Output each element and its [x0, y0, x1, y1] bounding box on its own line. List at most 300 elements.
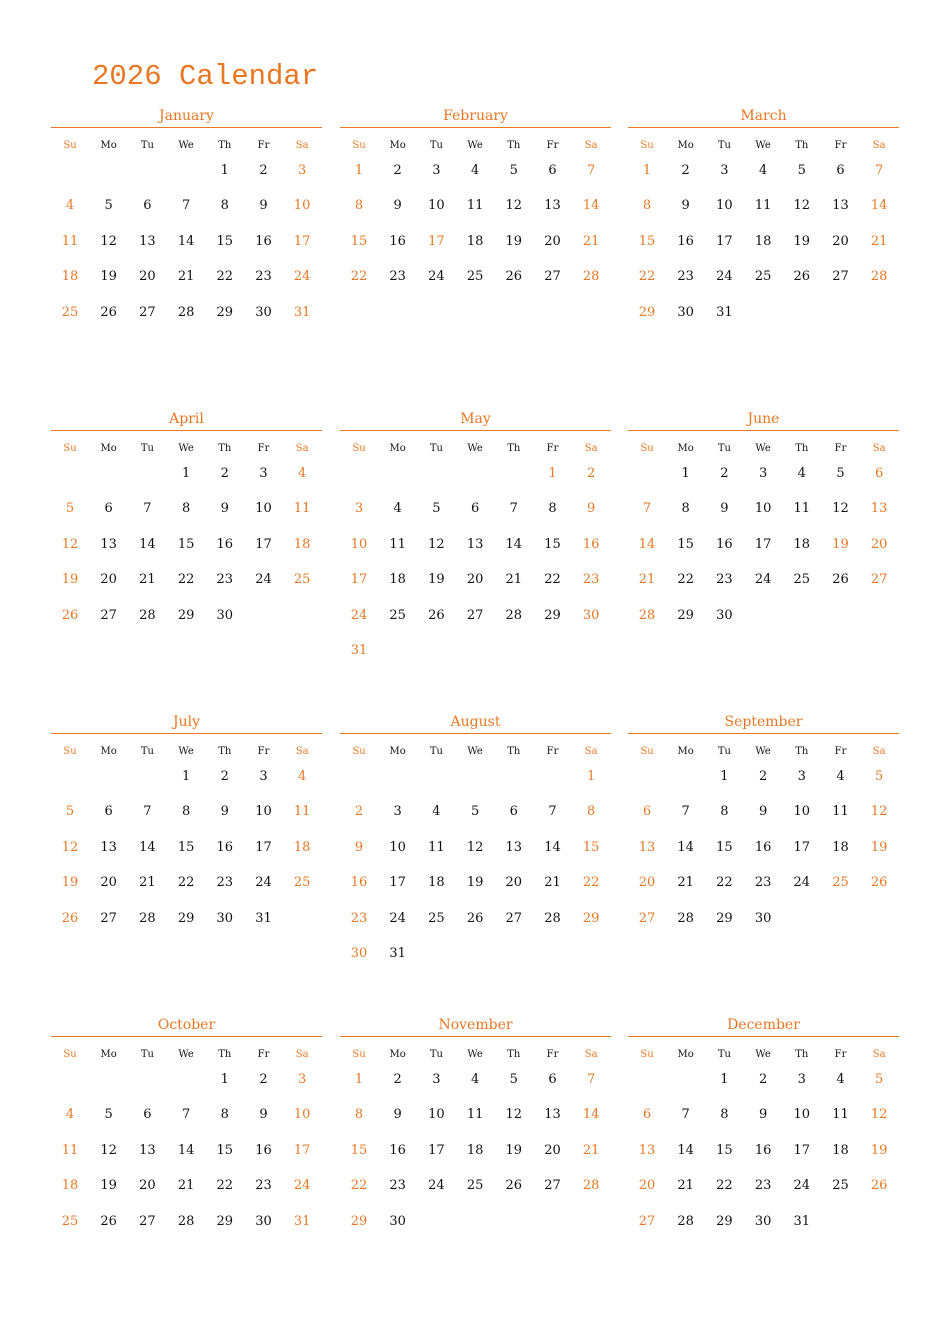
- day-cell: 23: [677, 269, 694, 285]
- day-cell: 17: [350, 572, 368, 588]
- day-cell: 3: [797, 769, 806, 784]
- day-cell: 19: [870, 1142, 888, 1158]
- day-cell: 12: [832, 501, 849, 517]
- day-cell: 12: [100, 233, 117, 249]
- day-cell: 22: [716, 875, 733, 891]
- month-march: [628, 105, 899, 320]
- day-cell: 17: [293, 1142, 311, 1158]
- day-cell: 29: [582, 910, 600, 926]
- day-cell: 24: [793, 1178, 811, 1194]
- day-cell: 25: [293, 572, 311, 588]
- day-cell: 3: [432, 1072, 441, 1087]
- day-cell: 2: [393, 1072, 402, 1087]
- day-cell: 27: [466, 607, 484, 623]
- day-cell: 4: [65, 198, 75, 214]
- day-cell: 10: [293, 198, 311, 214]
- day-cell: 5: [65, 501, 75, 517]
- day-cell: 11: [466, 198, 484, 214]
- weekday-label: We: [755, 1049, 771, 1060]
- day-cell: 6: [548, 163, 557, 178]
- weekday-label: Fr: [834, 443, 847, 454]
- day-cell: 13: [139, 233, 156, 249]
- day-cell: 21: [870, 233, 888, 249]
- day-cell: 1: [181, 466, 191, 481]
- day-cell: 19: [832, 536, 849, 552]
- day-cell: 5: [104, 198, 113, 214]
- weekday-header: [51, 431, 322, 465]
- day-cell: 28: [544, 910, 561, 926]
- weekday-label: Th: [218, 443, 232, 454]
- day-cell: 25: [428, 910, 445, 926]
- weekday-label: Mo: [100, 140, 117, 151]
- month-may: [340, 408, 611, 658]
- weekday-label: Tu: [717, 746, 731, 757]
- day-cell: 27: [832, 269, 849, 285]
- weekday-header: [340, 1037, 611, 1071]
- day-cell: 15: [638, 233, 656, 249]
- day-cell: 8: [720, 1107, 729, 1123]
- weekday-label: Su: [640, 443, 654, 454]
- weekday-label: Su: [352, 443, 366, 454]
- day-cell: 10: [716, 198, 733, 214]
- day-cell: 1: [642, 163, 652, 178]
- weekday-label: We: [467, 443, 483, 454]
- day-cell: 19: [870, 839, 888, 855]
- day-cell: 6: [143, 1107, 152, 1123]
- day-cell: 30: [677, 304, 694, 320]
- day-cell: 23: [389, 1178, 406, 1194]
- day-cell: 18: [466, 233, 484, 249]
- day-cell: 24: [293, 1178, 311, 1194]
- day-cell: 4: [470, 163, 480, 178]
- weekday-label: Su: [640, 746, 654, 757]
- day-cell: 24: [293, 269, 311, 285]
- weekday-label: Sa: [872, 443, 886, 454]
- day-cell: 17: [389, 875, 406, 891]
- day-cell: 24: [754, 572, 772, 588]
- day-cell: 1: [720, 769, 729, 784]
- day-cell: 11: [293, 501, 311, 517]
- day-cell: 6: [104, 804, 113, 820]
- weekday-label: Fr: [257, 1049, 270, 1060]
- day-cell: 10: [293, 1107, 311, 1123]
- weekday-label: Tu: [429, 443, 443, 454]
- day-cell: 21: [177, 269, 195, 285]
- day-cell: 14: [677, 839, 694, 855]
- day-cell: 9: [220, 804, 229, 820]
- day-cell: 28: [139, 910, 156, 926]
- day-cell: 7: [587, 163, 596, 178]
- day-cell: 2: [681, 163, 690, 178]
- day-cell: 9: [354, 839, 364, 855]
- day-cell: 25: [293, 875, 311, 891]
- day-cell: 8: [587, 804, 596, 820]
- day-cell: 5: [104, 1107, 113, 1123]
- weekday-header: [340, 431, 611, 465]
- day-cell: 30: [255, 1213, 272, 1229]
- day-cell: 20: [544, 233, 561, 249]
- day-cell: 15: [716, 839, 733, 855]
- day-cell: 18: [428, 875, 445, 891]
- weekday-header: [628, 431, 899, 465]
- weekday-label: Th: [218, 746, 232, 757]
- day-cell: 30: [716, 607, 733, 623]
- weekday-label: Sa: [584, 140, 598, 151]
- day-cell: 1: [354, 163, 364, 178]
- day-cell: 21: [677, 875, 694, 891]
- day-cell: 31: [293, 1213, 311, 1229]
- day-cell: 2: [587, 466, 596, 481]
- weekday-label: Su: [352, 140, 366, 151]
- day-cell: 3: [354, 501, 364, 517]
- day-cell: 9: [393, 198, 402, 214]
- day-cell: 26: [61, 910, 79, 926]
- day-cell: 1: [681, 466, 690, 481]
- weekday-label: We: [755, 140, 771, 151]
- day-cell: 27: [139, 1213, 156, 1229]
- day-cell: 23: [350, 910, 368, 926]
- day-cell: 7: [681, 1107, 690, 1123]
- day-cell: 24: [255, 875, 272, 891]
- day-cell: 16: [350, 875, 368, 891]
- day-cell: 12: [61, 536, 79, 552]
- day-cell: 5: [509, 1072, 518, 1087]
- day-cell: 16: [754, 1142, 772, 1158]
- day-cell: 21: [177, 1178, 195, 1194]
- day-cell: 8: [220, 198, 229, 214]
- day-cell: 20: [466, 572, 484, 588]
- day-cell: 31: [389, 946, 406, 961]
- day-cell: 17: [255, 536, 272, 552]
- day-cell: 29: [716, 910, 733, 926]
- month-name: July: [172, 714, 200, 730]
- day-cell: 4: [65, 1107, 75, 1123]
- day-cell: 29: [177, 910, 195, 926]
- day-cell: 20: [638, 1178, 656, 1194]
- weekday-label: We: [178, 746, 194, 757]
- weekday-label: Sa: [872, 140, 886, 151]
- day-cell: 28: [139, 607, 156, 623]
- day-cell: 19: [505, 1142, 523, 1158]
- weekday-label: Th: [795, 443, 809, 454]
- day-cell: 22: [677, 572, 694, 588]
- day-cell: 22: [216, 269, 234, 285]
- weekday-label: Tu: [717, 443, 731, 454]
- weekday-header: [340, 128, 611, 162]
- day-cell: 12: [793, 198, 811, 214]
- month-name: April: [169, 411, 204, 427]
- day-cell: 20: [139, 269, 156, 285]
- day-cell: 21: [582, 233, 600, 249]
- day-cell: 14: [505, 536, 523, 552]
- day-cell: 19: [505, 233, 523, 249]
- day-cell: 5: [875, 769, 884, 784]
- day-cell: 14: [139, 536, 156, 552]
- day-cell: 30: [754, 1213, 772, 1229]
- day-cell: 22: [350, 269, 368, 285]
- day-cell: 26: [100, 304, 117, 320]
- day-cell: 2: [758, 769, 768, 784]
- day-cell: 23: [216, 875, 234, 891]
- day-cell: 12: [61, 839, 79, 855]
- day-cell: 6: [470, 501, 480, 517]
- day-cell: 30: [216, 910, 234, 926]
- day-cell: 2: [220, 466, 229, 481]
- weekday-label: Su: [63, 1049, 77, 1060]
- weekday-label: Fr: [546, 140, 559, 151]
- day-cell: 30: [350, 946, 368, 961]
- day-cell: 29: [544, 607, 561, 623]
- weekday-label: Sa: [295, 746, 309, 757]
- day-cell: 10: [389, 839, 406, 855]
- day-cell: 8: [354, 198, 364, 214]
- day-cell: 5: [432, 501, 441, 517]
- day-cell: 13: [139, 1142, 156, 1158]
- weekday-label: Sa: [584, 443, 598, 454]
- day-cell: 19: [793, 233, 811, 249]
- day-cell: 29: [716, 1213, 733, 1229]
- day-cell: 1: [220, 1072, 229, 1087]
- day-cell: 19: [61, 572, 79, 588]
- day-cell: 16: [216, 536, 234, 552]
- weekday-label: Mo: [100, 746, 117, 757]
- weekday-header: [628, 734, 899, 768]
- day-cell: 15: [677, 536, 694, 552]
- day-cell: 8: [681, 501, 690, 517]
- day-cell: 4: [758, 163, 768, 178]
- weekday-label: We: [178, 140, 194, 151]
- day-cell: 27: [139, 304, 156, 320]
- day-cell: 11: [466, 1107, 484, 1123]
- weekday-label: Tu: [429, 1049, 443, 1060]
- day-cell: 1: [354, 1072, 364, 1087]
- day-cell: 2: [758, 1072, 768, 1087]
- weekday-label: Tu: [140, 746, 154, 757]
- day-cell: 23: [389, 269, 406, 285]
- day-cell: 11: [754, 198, 772, 214]
- day-cell: 26: [793, 269, 811, 285]
- day-cell: 23: [582, 572, 600, 588]
- day-cell: 13: [870, 501, 888, 517]
- day-cell: 19: [428, 572, 445, 588]
- weekday-label: Th: [507, 443, 521, 454]
- day-cell: 3: [432, 163, 441, 178]
- day-cell: 23: [255, 1178, 272, 1194]
- day-cell: 14: [544, 839, 561, 855]
- day-cell: 7: [143, 804, 152, 820]
- day-cell: 7: [642, 501, 652, 517]
- day-cell: 25: [793, 572, 811, 588]
- day-cell: 25: [389, 607, 406, 623]
- day-cell: 1: [587, 769, 596, 784]
- day-cell: 16: [754, 839, 772, 855]
- weekday-label: Sa: [295, 443, 309, 454]
- day-cell: 11: [793, 501, 811, 517]
- day-cell: 9: [720, 501, 729, 517]
- day-cell: 15: [216, 1142, 234, 1158]
- day-cell: 6: [642, 1107, 652, 1123]
- day-cell: 29: [677, 607, 694, 623]
- day-cell: 3: [259, 769, 268, 784]
- weekday-label: Su: [352, 746, 366, 757]
- day-cell: 10: [350, 536, 368, 552]
- weekday-label: Tu: [717, 140, 731, 151]
- day-cell: 26: [505, 1178, 523, 1194]
- weekday-label: We: [178, 443, 194, 454]
- weekday-header: [51, 128, 322, 162]
- day-cell: 2: [393, 163, 402, 178]
- day-cell: 24: [793, 875, 811, 891]
- weekday-label: Th: [795, 1049, 809, 1060]
- day-cell: 31: [793, 1213, 811, 1229]
- weekday-label: Mo: [677, 140, 694, 151]
- day-cell: 25: [754, 269, 772, 285]
- weekday-label: Tu: [429, 140, 443, 151]
- day-cell: 25: [466, 269, 484, 285]
- day-cell: 21: [139, 875, 156, 891]
- weekday-label: Fr: [546, 1049, 559, 1060]
- day-cell: 28: [582, 269, 600, 285]
- day-cell: 10: [428, 198, 445, 214]
- weekday-label: Th: [218, 140, 232, 151]
- weekday-label: Sa: [872, 1049, 886, 1060]
- weekday-label: Mo: [389, 1049, 406, 1060]
- page-title: 2026 Calendar: [92, 60, 319, 93]
- month-august: [340, 711, 611, 961]
- weekday-label: Su: [640, 140, 654, 151]
- day-cell: 19: [466, 875, 484, 891]
- day-cell: 10: [428, 1107, 445, 1123]
- day-cell: 29: [350, 1213, 368, 1229]
- day-cell: 7: [509, 501, 518, 517]
- weekday-label: We: [178, 1049, 194, 1060]
- month-january: [51, 105, 322, 320]
- month-name: May: [460, 411, 491, 427]
- weekday-label: We: [755, 443, 771, 454]
- weekday-label: Fr: [834, 140, 847, 151]
- day-cell: 12: [428, 536, 445, 552]
- day-cell: 30: [754, 910, 772, 926]
- day-cell: 15: [350, 1142, 368, 1158]
- day-cell: 31: [255, 910, 272, 926]
- day-cell: 19: [61, 875, 79, 891]
- day-cell: 4: [836, 769, 845, 784]
- day-cell: 18: [793, 536, 811, 552]
- day-cell: 30: [582, 607, 600, 623]
- weekday-label: Su: [640, 1049, 654, 1060]
- day-cell: 22: [350, 1178, 368, 1194]
- day-cell: 8: [354, 1107, 364, 1123]
- day-cell: 2: [259, 1072, 268, 1087]
- weekday-label: Mo: [389, 443, 406, 454]
- day-cell: 26: [870, 1178, 888, 1194]
- day-cell: 20: [505, 875, 523, 891]
- day-cell: 26: [832, 572, 849, 588]
- weekday-label: Tu: [717, 1049, 731, 1060]
- day-cell: 29: [177, 607, 195, 623]
- month-name: October: [157, 1017, 216, 1033]
- day-cell: 23: [255, 269, 272, 285]
- day-cell: 11: [293, 804, 311, 820]
- weekday-label: Sa: [295, 140, 309, 151]
- day-cell: 30: [389, 1213, 406, 1229]
- day-cell: 4: [432, 804, 441, 820]
- month-september: [628, 711, 899, 926]
- month-october: [51, 1014, 322, 1229]
- day-cell: 7: [875, 163, 884, 178]
- day-cell: 18: [832, 839, 849, 855]
- day-cell: 8: [181, 804, 191, 820]
- day-cell: 17: [293, 233, 311, 249]
- day-cell: 18: [293, 839, 311, 855]
- day-cell: 27: [638, 1213, 656, 1229]
- day-cell: 25: [832, 875, 849, 891]
- month-name: January: [159, 108, 214, 124]
- weekday-label: Tu: [140, 140, 154, 151]
- day-cell: 11: [428, 839, 445, 855]
- day-cell: 18: [389, 572, 406, 588]
- day-cell: 18: [293, 536, 311, 552]
- day-cell: 16: [716, 536, 733, 552]
- weekday-label: Th: [795, 140, 809, 151]
- day-cell: 3: [259, 466, 268, 481]
- day-cell: 14: [177, 233, 195, 249]
- day-cell: 13: [638, 1142, 656, 1158]
- day-cell: 9: [220, 501, 229, 517]
- weekday-label: Mo: [677, 746, 694, 757]
- day-cell: 6: [836, 163, 845, 178]
- day-cell: 8: [720, 804, 729, 820]
- day-cell: 4: [470, 1072, 480, 1087]
- day-cell: 17: [255, 839, 272, 855]
- day-cell: 14: [582, 1107, 600, 1123]
- day-cell: 9: [681, 198, 690, 214]
- day-cell: 21: [139, 572, 156, 588]
- day-cell: 15: [177, 839, 195, 855]
- day-cell: 28: [177, 304, 195, 320]
- month-name: December: [727, 1017, 800, 1033]
- day-cell: 30: [255, 304, 272, 320]
- day-cell: 28: [582, 1178, 600, 1194]
- weekday-label: Mo: [677, 1049, 694, 1060]
- day-cell: 2: [720, 466, 729, 481]
- day-cell: 14: [582, 198, 600, 214]
- weekday-header: [628, 128, 899, 162]
- day-cell: 27: [870, 572, 888, 588]
- day-cell: 2: [220, 769, 229, 784]
- day-cell: 18: [832, 1142, 849, 1158]
- day-cell: 17: [793, 1142, 811, 1158]
- day-cell: 16: [582, 536, 600, 552]
- day-cell: 17: [716, 233, 733, 249]
- day-cell: 20: [638, 875, 656, 891]
- month-february: [340, 105, 611, 285]
- weekday-label: Tu: [429, 746, 443, 757]
- day-cell: 25: [832, 1178, 849, 1194]
- day-cell: 16: [389, 1142, 406, 1158]
- day-cell: 1: [220, 163, 229, 178]
- day-cell: 7: [143, 501, 152, 517]
- weekday-label: Su: [63, 746, 77, 757]
- day-cell: 9: [259, 198, 268, 214]
- weekday-header: [340, 734, 611, 768]
- day-cell: 22: [216, 1178, 234, 1194]
- day-cell: 14: [139, 839, 156, 855]
- day-cell: 28: [177, 1213, 195, 1229]
- day-cell: 23: [754, 875, 772, 891]
- weekday-label: Fr: [257, 443, 270, 454]
- month-november: [340, 1014, 611, 1229]
